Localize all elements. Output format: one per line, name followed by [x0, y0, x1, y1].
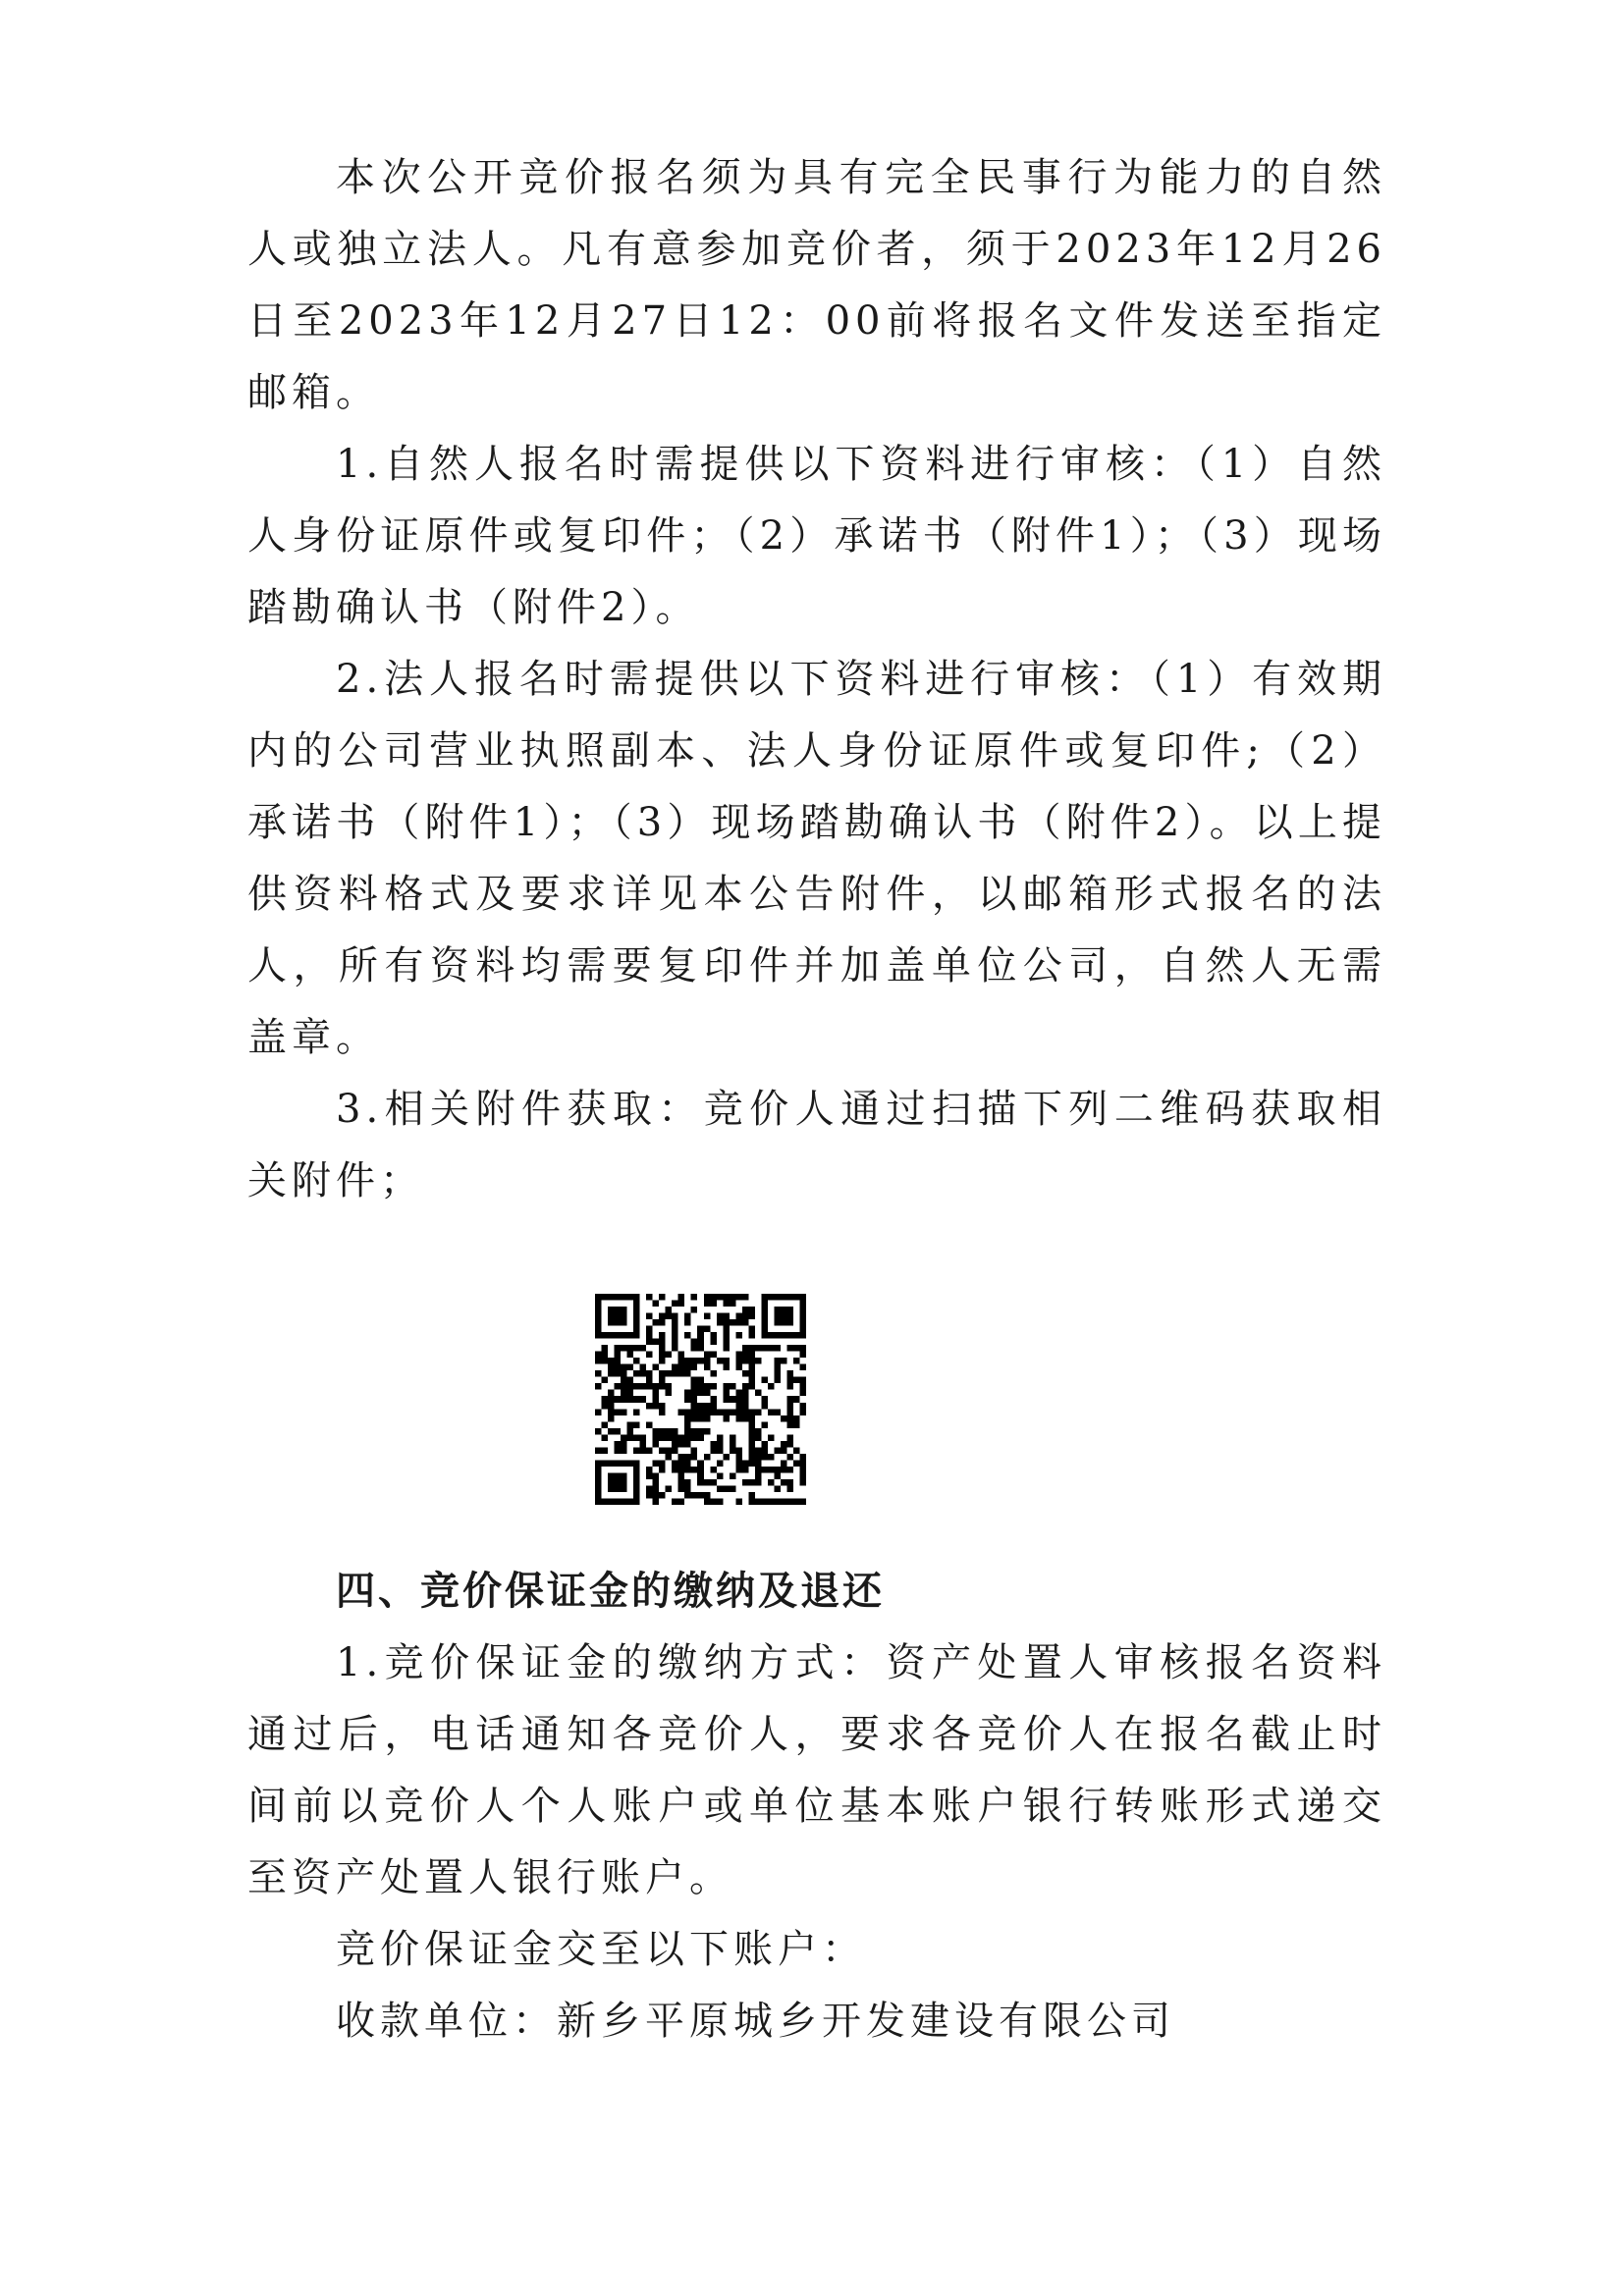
payee-line: 收款单位：新乡平原城乡开发建设有限公司 — [336, 1999, 1175, 2044]
attachments-retrieval: 3.相关附件获取：竞价人通过扫描下列二维码获取相关附件； — [247, 1087, 1386, 1203]
natural-person-requirements: 1.自然人报名时需提供以下资料进行审核：（1）自然人身份证原件或复印件；（2）承诺书（附件1）；（3）现场踏勘确认书（附件2）。 — [247, 442, 1386, 630]
qr-code-icon[interactable] — [595, 1294, 806, 1505]
registration-section — [247, 142, 1386, 1217]
legal-person-requirements: 2.法人报名时需提供以下资料进行审核：（1）有效期内的公司营业执照副本、法人身份证原件或复印件;（2）承诺书（附件1）；（3）现场踏勘确认书（附件2）。以上提供资料格式及要求详见本公告附件，以邮箱形式报名的法人，所有资料均需要复印件并加盖单位公司，自然人无需盖章。 — [247, 657, 1386, 1060]
deposit-section — [247, 1556, 1386, 2057]
section-heading: 四、竞价保证金的缴纳及退还 — [336, 1569, 885, 1614]
registration-intro-paragraph: 本次公开竞价报名须为具有完全民事行为能力的自然人或独立法人。凡有意参加竞价者，须于2023年12月26日至2023年12月27日12：00前将报名文件发送至指定邮箱。 — [247, 155, 1386, 415]
account-intro: 竞价保证金交至以下账户： — [336, 1927, 866, 1972]
deposit-payment-method: 1.竞价保证金的缴纳方式：资产处置人审核报名资料通过后，电话通知各竞价人，要求各竞价人在报名截止时间前以竞价人个人账户或单位基本账户银行转账形式递交至资产处置人银行账户。 — [247, 1640, 1386, 1900]
